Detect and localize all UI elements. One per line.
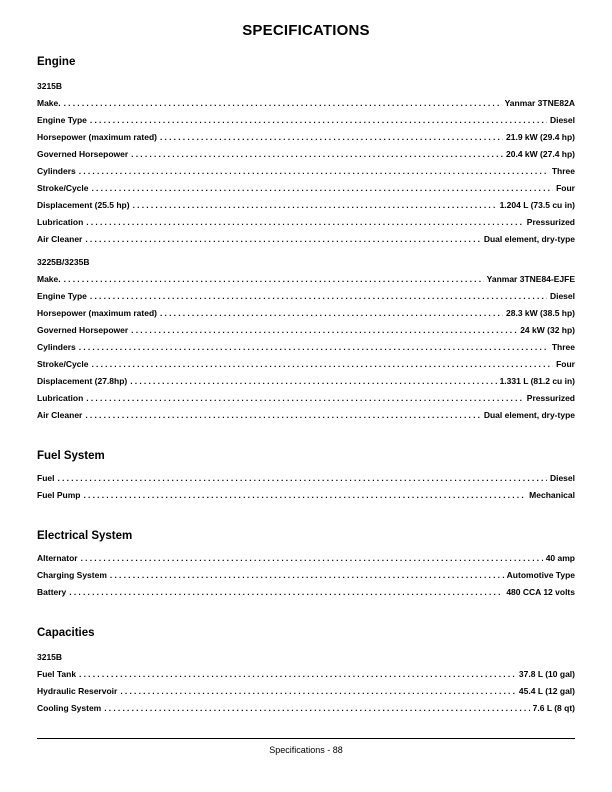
spec-label: Lubrication — [37, 393, 84, 403]
spec-row — [37, 214, 575, 231]
spec-row — [37, 567, 575, 584]
section-title: Capacities — [37, 627, 95, 639]
spec-row — [37, 373, 575, 390]
spec-value: 480 CCA 12 volts — [506, 587, 575, 597]
spec-value: 28.3 kW (38.5 hp) — [506, 308, 575, 318]
spec-value: Dual element, dry-type — [483, 410, 575, 420]
spec-row — [37, 700, 575, 717]
spec-value: Yanmar 3TNE82A — [504, 98, 575, 108]
spec-value: Yanmar 3TNE84-EJFE — [486, 274, 575, 284]
model-subheading: 3215B — [37, 652, 63, 662]
page-title: SPECIFICATIONS — [242, 22, 370, 39]
spec-row — [37, 390, 575, 407]
spec-row — [37, 180, 575, 197]
spec-label: Fuel Tank — [37, 669, 77, 679]
spec-label: Lubrication — [37, 217, 84, 227]
spec-row — [37, 407, 575, 424]
spec-label: Horsepower (maximum rated) — [37, 308, 157, 318]
specifications-content — [37, 52, 575, 717]
spec-row — [37, 231, 575, 248]
spec-label: Governed Horsepower — [37, 149, 129, 159]
dot-leader — [92, 356, 554, 373]
dot-leader — [83, 487, 526, 504]
dot-leader — [160, 305, 503, 322]
spec-value: Mechanical — [529, 490, 575, 500]
dot-leader — [79, 666, 516, 683]
dot-leader — [131, 146, 503, 163]
spec-value: Automotive Type — [506, 570, 575, 580]
spec-row — [37, 470, 575, 487]
spec-row — [37, 95, 575, 112]
spec-value: Four — [556, 359, 575, 369]
spec-label: Air Cleaner — [37, 234, 83, 244]
spec-row — [37, 683, 575, 700]
dot-leader — [85, 407, 480, 424]
spec-value: Pressurized — [526, 217, 575, 227]
dot-leader — [79, 339, 549, 356]
spec-value: 1.204 L (73.5 cu in) — [499, 200, 575, 210]
spec-label: Make. — [37, 274, 61, 284]
spec-row — [37, 129, 575, 146]
spec-value: 37.8 L (10 gal) — [518, 669, 575, 679]
dot-leader — [57, 470, 546, 487]
footer-divider — [37, 738, 575, 739]
dot-leader — [130, 373, 496, 390]
spec-value: Three — [551, 342, 575, 352]
spec-value: Three — [551, 166, 575, 176]
spec-label: Hydraulic Reservoir — [37, 686, 118, 696]
spec-value: Pressurized — [526, 393, 575, 403]
section-title: Fuel System — [37, 450, 105, 462]
dot-leader — [79, 163, 549, 180]
spec-label: Stroke/Cycle — [37, 183, 89, 193]
spec-label: Battery — [37, 587, 67, 597]
spec-row — [37, 584, 575, 601]
spec-section — [37, 526, 575, 601]
spec-row — [37, 112, 575, 129]
spec-section — [37, 623, 575, 717]
spec-row — [37, 271, 575, 288]
spec-label: Engine Type — [37, 291, 87, 301]
spec-label: Horsepower (maximum rated) — [37, 132, 157, 142]
spec-value: Diesel — [549, 291, 575, 301]
spec-value: 45.4 L (12 gal) — [518, 686, 575, 696]
spec-label: Air Cleaner — [37, 410, 83, 420]
dot-leader — [160, 129, 503, 146]
spec-row — [37, 288, 575, 305]
model-subheading: 3215B — [37, 81, 63, 91]
spec-value: 24 kW (32 hp) — [520, 325, 575, 335]
spec-label: Alternator — [37, 553, 78, 563]
spec-section — [37, 52, 575, 424]
spec-label: Fuel Pump — [37, 490, 81, 500]
dot-leader — [90, 288, 547, 305]
dot-leader — [110, 567, 504, 584]
spec-row — [37, 146, 575, 163]
dot-leader — [86, 214, 524, 231]
spec-label: Cylinders — [37, 342, 76, 352]
spec-label: Governed Horsepower — [37, 325, 129, 335]
spec-label: Engine Type — [37, 115, 87, 125]
spec-row — [37, 550, 575, 567]
dot-leader — [86, 390, 524, 407]
spec-value: Diesel — [549, 115, 575, 125]
dot-leader — [131, 322, 517, 339]
spec-label: Displacement (27.8hp) — [37, 376, 128, 386]
section-title: Electrical System — [37, 530, 133, 542]
spec-row — [37, 163, 575, 180]
dot-leader — [81, 550, 543, 567]
spec-value: 21.9 kW (29.4 hp) — [506, 132, 575, 142]
spec-value: 1.331 L (81.2 cu in) — [499, 376, 575, 386]
dot-leader — [92, 180, 554, 197]
dot-leader — [104, 700, 529, 717]
spec-label: Cylinders — [37, 166, 76, 176]
spec-label: Stroke/Cycle — [37, 359, 89, 369]
dot-leader — [120, 683, 516, 700]
spec-value: Diesel — [549, 473, 575, 483]
dot-leader — [85, 231, 480, 248]
section-title: Engine — [37, 56, 76, 68]
dot-leader — [133, 197, 497, 214]
spec-label: Make. — [37, 98, 61, 108]
spec-value: Dual element, dry-type — [483, 234, 575, 244]
spec-row — [37, 356, 575, 373]
spec-row — [37, 666, 575, 683]
spec-row — [37, 339, 575, 356]
dot-leader — [90, 112, 547, 129]
spec-row — [37, 305, 575, 322]
spec-value: 40 amp — [545, 553, 575, 563]
spec-label: Displacement (25.5 hp) — [37, 200, 130, 210]
spec-row — [37, 487, 575, 504]
spec-row — [37, 197, 575, 214]
spec-value: 7.6 L (8 qt) — [532, 703, 575, 713]
spec-section — [37, 446, 575, 504]
spec-label: Cooling System — [37, 703, 102, 713]
page-footer: Specifications - 88 — [269, 745, 343, 755]
dot-leader — [64, 271, 484, 288]
spec-label: Fuel — [37, 473, 55, 483]
dot-leader — [69, 584, 503, 601]
spec-value: Four — [556, 183, 575, 193]
model-subheading: 3225B/3235B — [37, 257, 90, 267]
spec-label: Charging System — [37, 570, 107, 580]
spec-row — [37, 322, 575, 339]
dot-leader — [64, 95, 502, 112]
spec-value: 20.4 kW (27.4 hp) — [506, 149, 575, 159]
